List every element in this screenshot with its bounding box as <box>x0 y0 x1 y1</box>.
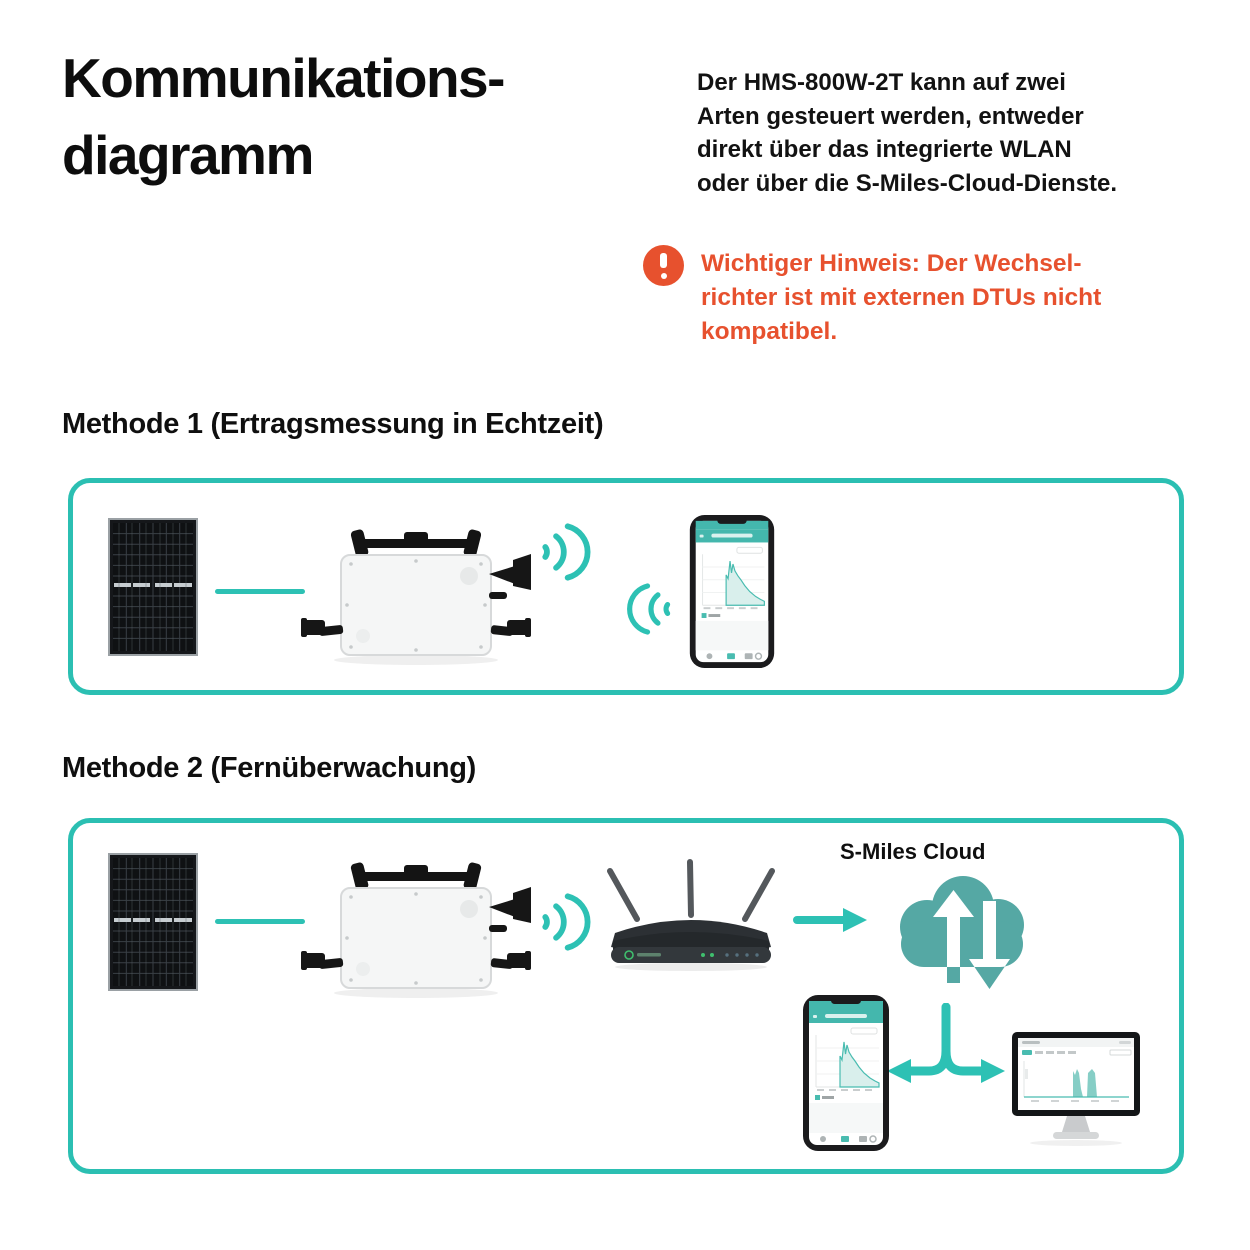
smartphone-illustration <box>689 515 775 668</box>
intro-line: Der HMS-800W-2T kann auf zwei <box>697 69 1066 96</box>
method2-heading: Methode 2 (Fernüberwachung) <box>62 752 477 784</box>
wifi-waves-icon <box>537 521 595 583</box>
arrow-right-icon <box>793 907 867 933</box>
inverter-illustration <box>301 861 531 1001</box>
router-illustration <box>601 855 781 977</box>
monitor-illustration <box>1011 1031 1141 1147</box>
warning-note <box>643 245 1183 349</box>
warning-line: richter ist mit externen DTUs nicht <box>701 284 1102 311</box>
wifi-waves-icon <box>623 581 675 637</box>
intro-line: direkt über das integrierte WLAN <box>697 136 1072 163</box>
cloud-up-down-arrows-icon <box>879 865 1039 1005</box>
solar-panel-illustration <box>108 853 198 991</box>
connector-line <box>215 589 305 594</box>
smartphone-illustration <box>803 995 889 1151</box>
solar-panel-illustration <box>108 518 198 656</box>
wifi-waves-icon <box>537 891 595 953</box>
method1-heading: Methode 1 (Ertragsmessung in Echtzeit) <box>62 408 604 440</box>
cloud-label: S-Miles Cloud <box>840 839 986 864</box>
intro-line: Arten gesteuert werden, entweder <box>697 102 1084 130</box>
split-connector <box>873 1003 1013 1091</box>
exclamation-glyph <box>660 253 667 279</box>
page-title-line2: diagramm <box>62 124 313 186</box>
exclamation-icon <box>643 245 684 286</box>
intro-paragraph <box>697 66 1207 200</box>
method1-diagram-box <box>68 478 1184 695</box>
page-title <box>62 40 504 194</box>
warning-text <box>701 245 1101 349</box>
warning-line: kompatibel. <box>701 318 838 345</box>
intro-line: oder über die S-Miles-Cloud-Dienste. <box>697 169 1118 197</box>
method2-diagram-box <box>68 818 1184 1174</box>
warning-line: Wichtiger Hinweis: Der Wechsel- <box>701 250 1082 277</box>
inverter-illustration <box>301 528 531 668</box>
connector-line <box>215 919 305 924</box>
page-title-line1: Kommunikations- <box>62 47 504 109</box>
